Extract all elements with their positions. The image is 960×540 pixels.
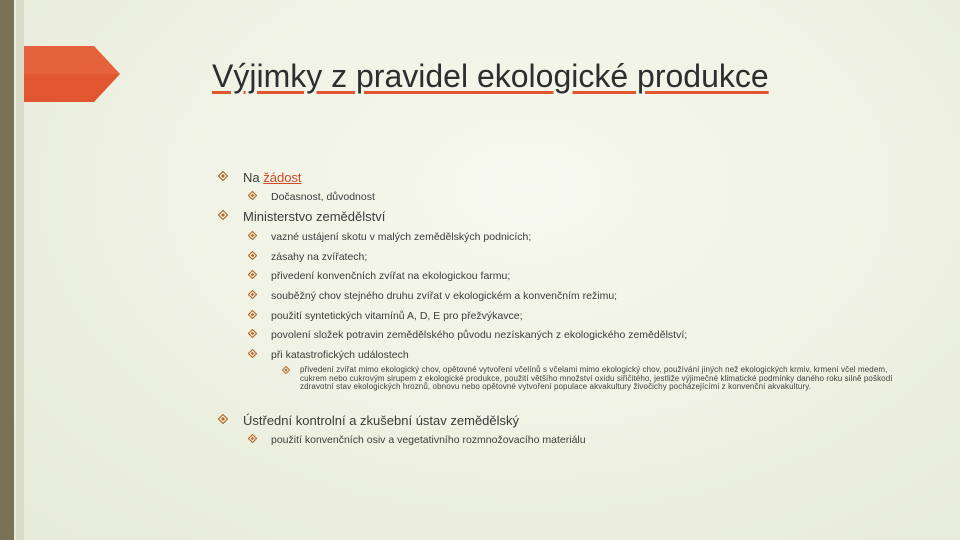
list-item-text: souběžný chov stejného druhu zvířat v ekologickém a konvenčním režimu; xyxy=(271,290,618,302)
list-item xyxy=(248,231,531,243)
docasnost-text: Dočasnost, důvodnost xyxy=(271,191,375,203)
list-item-text: vazné ustájení skotu v malých zemědělských podnicích; xyxy=(271,231,532,243)
diamond-bullet-icon xyxy=(248,349,257,358)
bullet-katastrofy-detail xyxy=(282,366,895,392)
diamond-bullet-icon xyxy=(248,290,257,299)
diamond-bullet-icon xyxy=(248,329,257,338)
list-item xyxy=(248,329,687,341)
bullet-docasnost xyxy=(248,191,375,203)
list-item-text: použití syntetických vitamínů A, D, E pro přežvýkavce; xyxy=(271,310,523,322)
diamond-bullet-icon xyxy=(282,366,290,374)
na-zadost-prefix: Na xyxy=(243,170,264,185)
diamond-bullet-icon xyxy=(248,434,257,443)
list-item-text: při katastrofických událostech xyxy=(271,349,409,361)
diamond-bullet-icon xyxy=(248,231,257,240)
bullet-ustredni xyxy=(218,413,519,428)
bullet-osiva xyxy=(248,434,586,446)
list-item xyxy=(248,349,409,361)
slide-title xyxy=(212,54,912,98)
list-item xyxy=(248,270,510,282)
bullet-na-zadost xyxy=(218,170,302,185)
left-sidebar-bar xyxy=(0,0,14,540)
left-sidebar-stripe xyxy=(16,0,24,540)
list-item-text: zásahy na zvířatech; xyxy=(271,251,368,263)
diamond-bullet-icon xyxy=(248,191,257,200)
title-arrow-icon xyxy=(24,46,120,102)
diamond-bullet-icon xyxy=(248,251,257,260)
ustredni-text: Ústřední kontrolní a zkušební ústav zemědělský xyxy=(243,413,520,428)
diamond-bullet-icon xyxy=(218,414,228,424)
zadost-link[interactable]: žádost xyxy=(263,170,302,185)
osiva-text: použití konvenčních osiv a vegetativního rozmnožovacího materiálu xyxy=(271,434,586,446)
diamond-bullet-icon xyxy=(218,171,228,181)
diamond-bullet-icon xyxy=(248,270,257,279)
list-item xyxy=(248,251,367,263)
list-item-text: přivedení konvenčních zvířat na ekologickou farmu; xyxy=(271,270,511,282)
diamond-bullet-icon xyxy=(218,210,228,220)
ministerstvo-text: Ministerstvo zemědělství xyxy=(243,209,386,224)
bullet-ministerstvo xyxy=(218,209,385,224)
slide-title-text: Výjimky z pravidel ekologické produkce xyxy=(212,58,769,94)
list-item-text: povolení složek potravin zemědělského původu nezískaných z ekologického zemědělství; xyxy=(271,329,688,341)
katastrofy-detail-text: přivedení zvířat mimo ekologický chov, opětovné vytvoření včelínů s včelami mimo ekologický chov, používání jiných než ekologických krmiv, krmení včel medem, cukrem nebo cukrovým sirupem z ekologické produkce, použití většího množství oxidu siřičitého, jestliže výjimečné klimatické podmínky daného roku silně poškodí zdravotní stav ekologických hroznů, obnovu nebo opětovné vytvoření populace akvakultury živočichy pocházejícími z konvenční akvakultury. xyxy=(300,365,893,391)
list-item xyxy=(248,310,523,322)
list-item xyxy=(248,290,617,302)
diamond-bullet-icon xyxy=(248,310,257,319)
